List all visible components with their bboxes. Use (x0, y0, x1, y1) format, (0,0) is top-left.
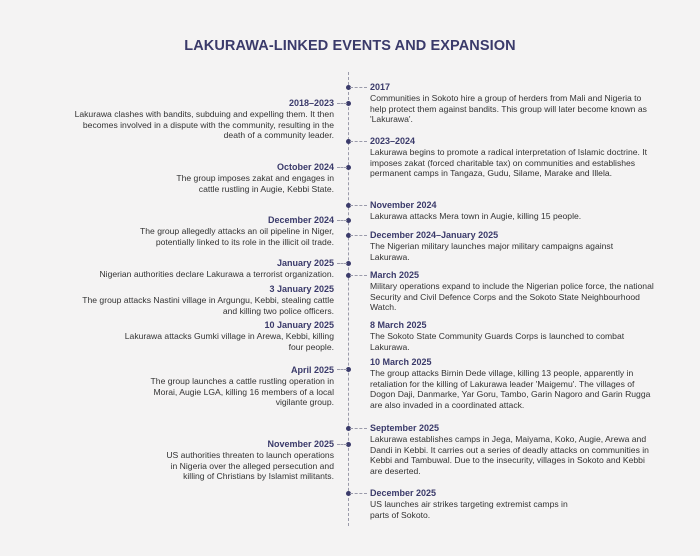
event-text: The group attacks Nastini village in Argungu, Kebbi, stealing cattle and killing two police officers. (82, 294, 334, 316)
event-date: November 2024 (370, 200, 437, 210)
timeline-event-jan-2025 (64, 258, 334, 280)
timeline-event-mar-2025 (370, 270, 655, 313)
event-text: Lakurawa begins to promote a radical interpretation of Islamic doctrine. It imposes zakat (forced charitable tax) on communities and establishes permanent camps in Tangaza, Gudu, Silame, Marake and Illela. (370, 146, 648, 179)
event-text: The Sokoto State Community Guards Corps is launched to combat Lakurawa. (370, 330, 625, 352)
event-date: March 2025 (370, 270, 420, 280)
event-date: October 2024 (276, 162, 334, 172)
event-date: 8 March 2025 (370, 320, 427, 330)
timeline-connector (350, 428, 367, 429)
timeline-connector (337, 369, 347, 370)
timeline-event-oct-2024 (159, 162, 334, 194)
event-date: December 2024–January 2025 (370, 230, 499, 240)
timeline-connector (350, 275, 367, 276)
event-date: 2018–2023 (288, 98, 334, 108)
event-date: January 2025 (276, 258, 334, 268)
event-text: Lakurawa attacks Gumki village in Arewa, Kebbi, killing four people. (124, 330, 334, 352)
event-text: Military operations expand to include the Nigerian police force, the national Security and Civil Defence Corps and the Sokoto State Neighbourhood Watch. (370, 280, 654, 313)
timeline-connector (350, 141, 367, 142)
event-text: Nigerian authorities declare Lakurawa a terrorist organization. (99, 268, 334, 279)
timeline-connector (350, 205, 367, 206)
timeline-connector (350, 87, 367, 88)
event-text: Lakurawa attacks Mera town in Augie, killing 15 people. (370, 210, 582, 221)
event-text: Communities in Sokoto hire a group of herders from Mali and Nigeria to help protect them against bandits. This group will later become known as 'Lakurawa'. (370, 92, 647, 125)
event-text: The group attacks Birnin Dede village, killing 13 people, apparently in retaliation for the killing of Lakurawa leader 'Maigemu'. The villages of Dogon Daji, Danmarke, Yar Goru, Tambo, Garin Nagoro and Garin Rugga are also invaded in a coordinated attack. (370, 367, 651, 411)
timeline-event-10-jan-2025 (124, 320, 334, 352)
timeline-connector (337, 167, 347, 168)
timeline-event-nov-2025 (159, 439, 334, 482)
event-date: April 2025 (290, 365, 334, 375)
timeline-connector (350, 235, 367, 236)
event-date: 2023–2024 (370, 136, 416, 146)
timeline-connector (337, 103, 347, 104)
timeline-event-2017 (370, 82, 655, 125)
event-date: 2017 (370, 82, 391, 92)
timeline-connector (350, 493, 367, 494)
event-date: November 2025 (267, 439, 334, 449)
event-text: Lakurawa clashes with bandits, subduing and expelling them. It then becomes involved in a dispute with the community, resulting in the death of a community leader. (74, 108, 334, 141)
event-date: December 2025 (370, 488, 437, 498)
event-text: US launches air strikes targeting extremist camps in parts of Sokoto. (370, 498, 568, 520)
event-date: 10 March 2025 (370, 357, 432, 367)
event-text: Lakurawa establishes camps in Jega, Maiyama, Koko, Augie, Arewa and Dandi in Kebbi. It carries out a series of deadly attacks on communities in Kebbi and Tambuwal. Due to the insecurity, villages in Sokoto and Kebbi are deserted. (370, 433, 649, 477)
timeline-event-dec-2024 (109, 215, 334, 247)
timeline-connector (337, 263, 347, 264)
timeline-event-dec-2025 (370, 488, 575, 520)
event-text: The group allegedly attacks an oil pipeline in Niger, potentially linked to its role in the illicit oil trade. (140, 225, 334, 247)
timeline-event-10-mar-2025 (370, 357, 655, 411)
timeline-event-sep-2025 (370, 423, 655, 477)
event-date: 3 January 2025 (269, 284, 334, 294)
event-date: 10 January 2025 (264, 320, 334, 330)
timeline-connector (337, 444, 347, 445)
timeline-event-dec-2024-jan-2025 (370, 230, 655, 262)
timeline-event-2023-2024 (370, 136, 655, 179)
event-date: December 2024 (267, 215, 334, 225)
timeline-event-2018-2023 (72, 98, 334, 141)
timeline-connector (337, 220, 347, 221)
event-text: US authorities threaten to launch operations in Nigeria over the alleged persecution and killing of Christians by Islamist militants. (166, 449, 334, 482)
timeline-event-apr-2025 (134, 365, 334, 408)
event-text: The Nigerian military launches major military campaigns against Lakurawa. (370, 240, 614, 262)
page-title: LAKURAWA-LINKED EVENTS AND EXPANSION (184, 38, 516, 54)
timeline-event-nov-2024 (370, 200, 655, 222)
event-date: September 2025 (370, 423, 440, 433)
timeline-event-3-jan-2025 (79, 284, 334, 316)
event-text: The group launches a cattle rustling operation in Morai, Augie LGA, killing 16 members of a local vigilante group. (150, 375, 334, 408)
event-text: The group imposes zakat and engages in cattle rustling in Augie, Kebbi State. (176, 172, 334, 194)
timeline-event-8-mar-2025 (370, 320, 655, 352)
